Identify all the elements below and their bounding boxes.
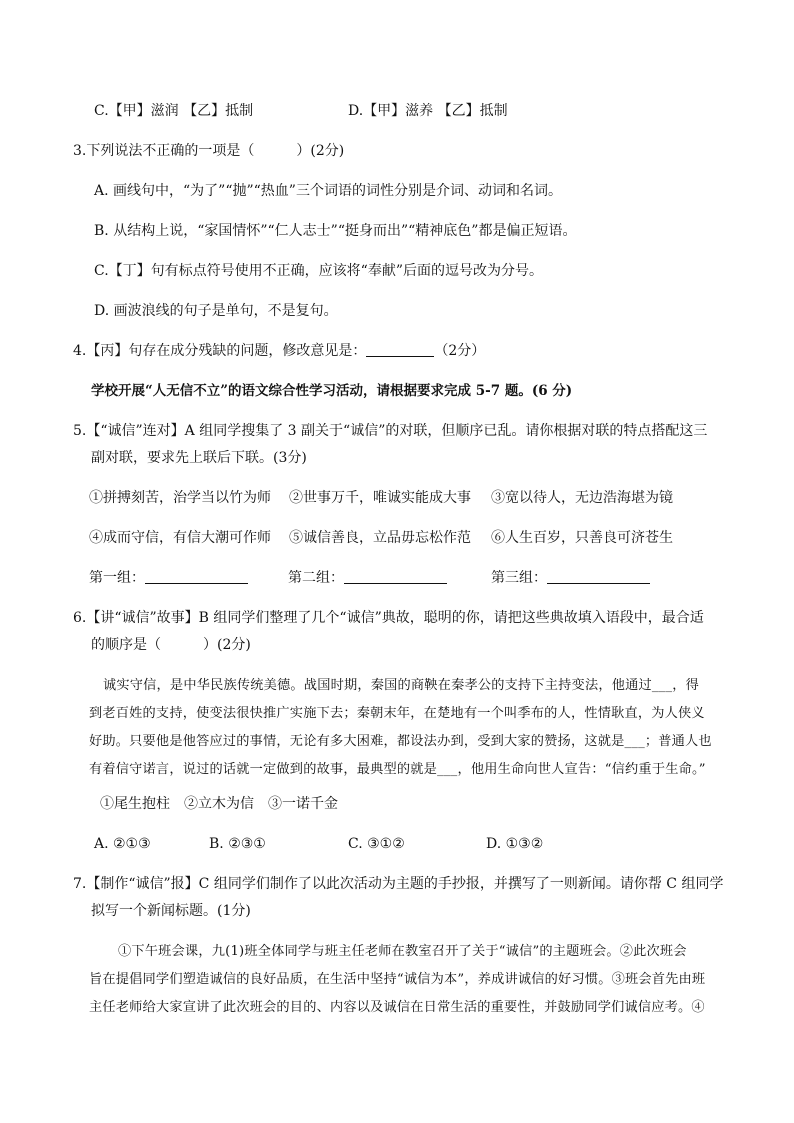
q6-idioms: ①尾生抱柱 ②立木为信 ③一诺千金 bbox=[100, 796, 338, 812]
q6-stem-line2: 的顺序是（ ）(2分) bbox=[91, 637, 251, 653]
couplet-item: ③宽以待人，无边浩海堪为镜 bbox=[491, 490, 673, 506]
couplet-item: ⑤诚信善良，立品毋忘松作范 bbox=[289, 530, 471, 546]
q6-stem-line1: 6.【讲“诚信”故事】B 组同学们整理了几个“诚信”典故，聪明的你，请把这些典故填入语段中，最合适 bbox=[73, 610, 704, 626]
choice-c[interactable]: C. ③①② bbox=[348, 836, 405, 852]
group-1-label: 第一组： bbox=[89, 570, 145, 586]
q2-option-c: C.【甲】滋润 【乙】抵制 bbox=[94, 103, 254, 119]
q6-passage-line: 有着信守诺言，说过的话就一定做到的故事，最典型的就是___，他用生命向世人宣告：“信约重于生命。” bbox=[89, 762, 706, 777]
group-1 bbox=[89, 568, 248, 588]
q6-passage-line: 好助。只要他是他答应过的事情，无论有多大困难，都设法办到，受到大家的赞扬，这就是___；普通人也 bbox=[89, 734, 712, 749]
couplet-item: ②世事万千，唯诚实能成大事 bbox=[289, 490, 471, 506]
q2-option-d: D.【甲】滋养 【乙】抵制 bbox=[348, 103, 508, 119]
group-3-label: 第三组： bbox=[491, 570, 547, 586]
choice-d[interactable]: D. ①③② bbox=[486, 836, 544, 852]
q3-option-a: A. 画线句中，“为了”“抛”“热血”三个词语的词性分别是介词、动词和名词。 bbox=[94, 183, 562, 199]
couplet-row-2 bbox=[89, 528, 729, 548]
group-2-label: 第二组： bbox=[288, 570, 344, 586]
q5-stem-line2: 副对联，要求先上联后下联。(3分) bbox=[91, 450, 307, 466]
group-3-blank[interactable] bbox=[547, 569, 650, 584]
group-1-blank[interactable] bbox=[145, 569, 248, 584]
q3-stem: 3.下列说法不正确的一项是（ ）(2分) bbox=[73, 143, 345, 159]
q5-stem-line1: 5.【“诚信”连对】A 组同学搜集了 3 副关于“诚信”的对联，但顺序已乱。请你根据对联的特点搭配这三 bbox=[73, 423, 708, 439]
q6-choices bbox=[94, 834, 734, 854]
q7-news-line: 旨在提倡同学们塑造诚信的良好品质，在生活中坚持“诚信为本”，养成讲诚信的好习惯。③班会首先由班 bbox=[89, 972, 706, 987]
group-answers bbox=[89, 568, 729, 588]
couplet-item: ④成而守信，有信大潮可作师 bbox=[89, 530, 271, 546]
q3-option-d: D. 画波浪线的句子是单句，不是复句。 bbox=[94, 303, 338, 319]
section-intro: 学校开展“人无信不立”的语文综合性学习活动，请根据要求完成 5-7 题。(6 分) bbox=[91, 383, 573, 399]
q3-option-b: B. 从结构上说，“家国情怀”“仁人志士”“挺身而出”“精神底色”都是偏正短语。 bbox=[94, 223, 577, 239]
choice-a[interactable]: A. ②①③ bbox=[94, 836, 151, 852]
q4-stem-text: 4.【丙】句存在成分残缺的问题，修改意见是： bbox=[73, 343, 367, 359]
q6-passage-line: 诚实守信，是中华民族传统美德。战国时期，秦国的商鞅在秦孝公的支持下主持变法，他通过___，得 bbox=[103, 678, 700, 693]
group-2-blank[interactable] bbox=[344, 569, 447, 584]
group-2 bbox=[288, 568, 447, 588]
couplet-row-1 bbox=[89, 488, 729, 508]
choice-b[interactable]: B. ②③① bbox=[209, 836, 266, 852]
q6-passage-line: 到老百姓的支持，使变法很快推广实施下去；秦朝末年，在楚地有一个叫季布的人，性情耿直，为人侠义 bbox=[89, 706, 705, 721]
answer-blank[interactable] bbox=[366, 342, 434, 357]
couplet-item: ⑥人生百岁，只善良可济苍生 bbox=[491, 530, 673, 546]
q7-stem-line1: 7.【制作“诚信”报】C 组同学们制作了以此次活动为主题的手抄报，并撰写了一则新闻。请你帮 C 组同学 bbox=[73, 876, 724, 892]
q7-news-line: 主任老师给大家宣讲了此次班会的目的、内容以及诚信在日常生活的重要性，并鼓励同学们诚信应考。④ bbox=[89, 1000, 705, 1015]
q4-points: （2分） bbox=[434, 343, 486, 359]
q7-news-line: ①下午班会课，九(1)班全体同学与班主任老师在教室召开了关于“诚信”的主题班会。②此次班会 bbox=[118, 944, 687, 959]
q4-stem bbox=[73, 341, 485, 361]
group-3 bbox=[491, 568, 650, 588]
q3-option-c: C.【丁】句有标点符号使用不正确，应该将“奉献”后面的逗号改为分号。 bbox=[94, 263, 543, 279]
couplet-item: ①拼搏刻苦，治学当以竹为师 bbox=[89, 490, 271, 506]
q7-stem-line2: 拟写一个新闻标题。(1分) bbox=[91, 903, 251, 919]
